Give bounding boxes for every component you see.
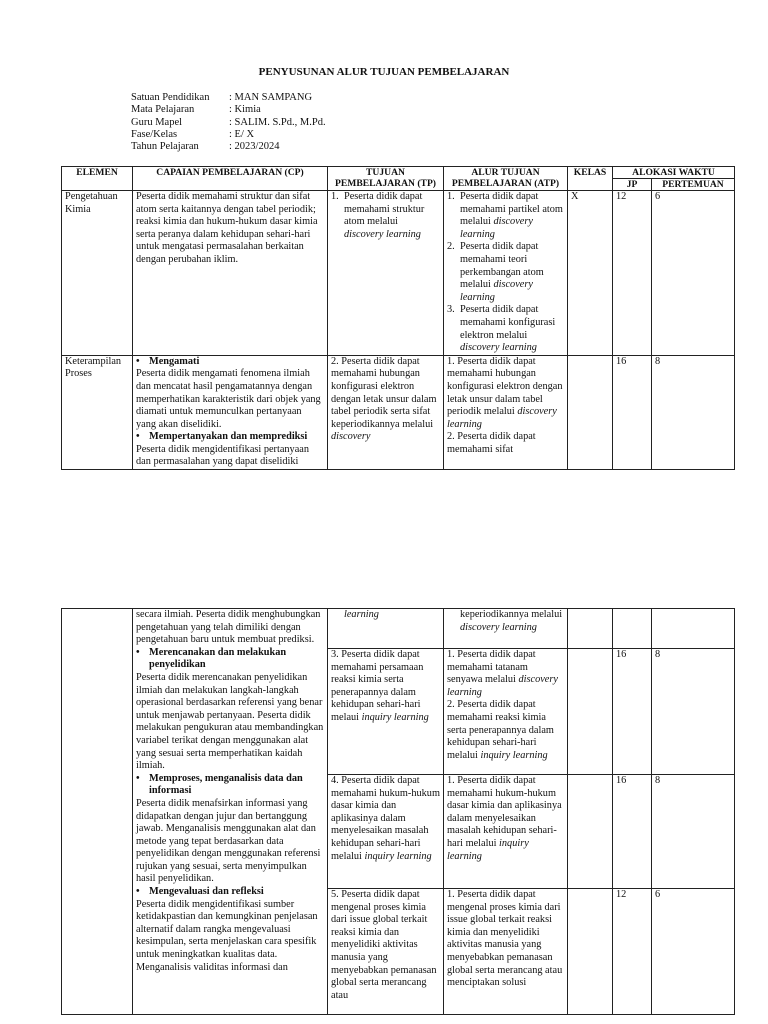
cell-atp — [444, 191, 568, 356]
header-jp: JP — [613, 179, 652, 191]
page-title: PENYUSUNAN ALUR TUJUAN PEMBELAJARAN — [258, 66, 510, 78]
cp-heading: Mengevaluasi dan refleksi — [149, 886, 264, 898]
list-item: 2. Peserta didik dapat memahami sifat — [447, 431, 536, 455]
cell-kelas — [568, 889, 613, 1015]
meta-label: Fase/Kelas — [131, 128, 178, 140]
table-row — [62, 609, 735, 649]
meta-value: : MAN SAMPANG — [229, 92, 313, 103]
cell-kelas — [568, 775, 613, 889]
list-item: 2. Peserta didik dapat memahami reaksi kimia serta penerapannya dalam kehidupan sehari-hari melalui inquiry learning — [447, 699, 554, 761]
cell-pertemuan: 6 — [652, 889, 735, 1015]
cell-jp: 12 — [613, 889, 652, 1015]
meta-label: Guru Mapel — [131, 116, 183, 128]
meta-label: Satuan Pendidikan — [131, 92, 210, 103]
cell-tp: 4. Peserta didik dapat memahami hukum-hukum dasar kimia dan aplikasinya dalam menyelesaikan masalah kehidupan sehari-hari melalui inquiry learning — [328, 775, 444, 889]
cell-pertemuan: 8 — [652, 775, 735, 889]
header-tp: TUJUAN PEMBELAJARAN (TP) — [328, 167, 444, 191]
cell-pertemuan: 6 — [652, 191, 735, 356]
cell-tp — [328, 191, 444, 356]
cell-cp: • Mengamati Peserta didik mengamati fenomena ilmiah dan mencatat hasil pengamatannya dengan memperhatikan karakteristik dari objek yang diamati untuk memunculkan pertanyaan yang akan diselidiki. • Mempertanyakan dan memprediksi Peserta didik mengidentifikasi pertanyaan dan permasalahan yang dapat diselidiki — [133, 355, 328, 469]
header-atp: ALUR TUJUAN PEMBELAJARAN (ATP) — [444, 167, 568, 191]
list-item: 1. Peserta didik dapat memahami tatanam senyawa melalui discovery learning — [447, 649, 558, 698]
cp-text: Peserta didik mengidentifikasi pertanyaan dan permasalahan yang dapat diselidiki — [136, 443, 309, 468]
cell-atp: 1. Peserta didik dapat memahami hukum-hukum dasar kimia dan aplikasinya dalam menyelesaikan masalah kehidupan sehari-hari melalui inquiry learning — [444, 775, 568, 889]
meta-value: : 2023/2024 — [229, 141, 280, 153]
cp-heading: Memproses, menganalisis data dan informasi — [149, 772, 303, 797]
header-row — [62, 167, 735, 179]
cell-pertemuan: 8 — [652, 355, 735, 469]
cell-kelas — [568, 609, 613, 649]
cell-elemen: Pengetahuan Kimia — [62, 191, 133, 356]
list-item: 2. Peserta didik dapat memahami teori perkembangan atom melalui discovery learning — [447, 241, 544, 303]
meta-value: : Kimia — [229, 104, 261, 116]
meta-value: : SALIM. S.Pd., M.Pd. — [229, 116, 326, 128]
cp-heading: Mengamati — [149, 355, 200, 367]
cell-atp: 1. Peserta didik dapat mengenal proses kimia dari issue global terkait reaksi kimia dan menyelidiki aktivitas manusia yang menyebabkan pemanasan global serta merancang atau menciptakan solusi — [444, 889, 568, 1015]
cp-heading: Merencanakan dan melakukan penyelidikan — [149, 646, 287, 671]
cell-kelas — [568, 649, 613, 775]
cp-text: secara ilmiah. Peserta didik menghubungkan pengetahuan yang telah dimiliki dengan pengetahuan baru untuk membuat prediksi. — [136, 609, 321, 646]
cp-text: rujukan yang sesuai, serta menyimpulkan hasil penyelidikan. — [136, 860, 307, 885]
cell-tp: learning — [328, 609, 444, 649]
meta-row — [131, 92, 326, 104]
cell-jp: 16 — [613, 355, 652, 469]
cell-atp: keperiodikannya melalui discovery learning — [444, 609, 568, 649]
meta-row — [131, 104, 326, 116]
cell-pertemuan: 8 — [652, 649, 735, 775]
cell-cp: Peserta didik memahami struktur dan sifat atom serta kaitannya dengan tabel periodik; reaksi kimia dan hukum-hukum dasar kimia serta peranya dalam kehidupan sehari-hari untuk mengatasi permasalahan berkaitan dengan perubahan iklim. — [133, 191, 328, 356]
cp-text: Peserta didik merencanakan penyelidikan ilmiah dan melakukan langkah-langkah operasional berdasarkan referensi yang benar untuk menjawab pertanyaan. Peserta didik melakukan pengukuran atau membandingkan variabel terikat dengan menggunakan alat yang sesuai serta memperhatikan kaidah ilmiah. — [136, 671, 324, 772]
header-elemen: ELEMEN — [62, 167, 133, 191]
meta-label: Tahun Pelajaran — [131, 141, 199, 153]
cell-jp: 12 — [613, 191, 652, 356]
list-item: 3. Peserta didik dapat memahami konfigurasi elektron melalui discovery learning — [447, 304, 556, 354]
cp-text: Peserta didik mengamati fenomena ilmiah dan mencatat hasil pengamatannya dengan memperhatikan karakteristik dari objek yang diamati untuk memunculkan pertanyaan yang akan diselidiki. — [136, 368, 321, 430]
cp-text: Peserta didik mengidentifikasi sumber ketidakpastian dan kemungkinan penjelasan alternatif dalam rangka mengevaluasi kesimpulan, serta menjelaskan cara spesifik untuk meningkatkan kualitas data. Menganalisis validitas informasi dan — [136, 898, 318, 973]
meta-row — [131, 117, 326, 129]
meta-row — [131, 129, 326, 141]
cell-jp: 16 — [613, 649, 652, 775]
cp-text: Peserta didik menafsirkan informasi yang didapatkan dengan jujur dan bertanggung jawab. Menganalisis menggunakan alat dan metode yang tepat berdasarkan data penyelidikan dengan menggunakan referensi — [136, 797, 321, 860]
list-item: 1. Peserta didik dapat memahami hubungan konfigurasi elektron dengan letak unsur dalam tabel periodik melalui discovery learning — [447, 355, 563, 430]
cell-pertemuan — [652, 609, 735, 649]
table-row — [62, 355, 735, 469]
meta-row — [131, 141, 326, 153]
tp-text: Peserta didik dapat memahami struktur atom melalui — [344, 191, 425, 228]
meta-label: Mata Pelajaran — [131, 104, 195, 116]
atp-table-page-2 — [61, 608, 735, 1015]
tp-method: discovery learning — [344, 228, 421, 240]
cell-tp: 3. Peserta didik dapat memahami persamaan reaksi kimia serta penerapannya dalam kehidupan sehari-hari melaui inquiry learning — [328, 649, 444, 775]
cell-atp — [444, 355, 568, 469]
header-pertemuan: PERTEMUAN — [652, 179, 735, 191]
cell-tp: 2. Peserta didik dapat memahami hubungan konfigurasi elektron dengan letak unsur dalam tabel periodik serta sifat keperiodikannya melalui discovery — [328, 355, 444, 469]
cell-elemen: Keterampilan Proses — [62, 355, 133, 469]
meta-value: : E/ X — [229, 128, 255, 140]
header-alokasi: ALOKASI WAKTU — [613, 167, 735, 179]
list-number: 1. — [331, 191, 339, 202]
header-kelas: KELAS — [568, 167, 613, 191]
cell-elemen — [62, 609, 133, 1015]
cell-jp: 16 — [613, 775, 652, 889]
cell-cp: secara ilmiah. Peserta didik menghubungkan pengetahuan yang telah dimiliki dengan pengetahuan baru untuk membuat prediksi. • Merencanakan dan melakukan penyelidikan Peserta didik merencanakan penyelidikan ilmiah dan melakukan langkah-langkah operasional berdasarkan referensi yang benar untuk menjawab pertanyaan. Peserta didik melakukan pengukuran atau membandingkan variabel terikat dengan menggunakan alat yang sesuai serta memperhatikan kaidah ilmiah. • Memproses, menganalisis data dan informasi Peserta didik menafsirkan informasi yang didapatkan dengan jujur dan bertanggung jawab. Menganalisis menggunakan alat dan metode yang tepat berdasarkan data penyelidikan dengan menggunakan referensi rujukan yang sesuai, serta menyimpulkan hasil penyelidikan. • Mengevaluasi dan refleksi Peserta didik mengidentifikasi sumber ketidakpastian dan kemungkinan penjelasan alternatif dalam rangka mengevaluasi kesimpulan, serta menjelaskan cara spesifik untuk meningkatkan kualitas data. Menganalisis validitas informasi dan — [133, 609, 328, 1015]
list-item: 1. Peserta didik dapat memahami partikel atom melalui discovery learning — [447, 191, 563, 240]
table-row — [62, 191, 735, 356]
header-cp: CAPAIAN PEMBELAJARAN (CP) — [133, 167, 328, 191]
cell-atp — [444, 649, 568, 775]
cell-jp — [613, 609, 652, 649]
atp-table-page-1 — [61, 166, 735, 470]
cp-heading: Mempertanyakan dan memprediksi — [149, 431, 308, 443]
cell-kelas: X — [568, 191, 613, 356]
cell-kelas — [568, 355, 613, 469]
cell-tp: 5. Peserta didik dapat mengenal proses kimia dari issue global terkait reaksi kimia dan menyelidiki aktivitas manusia yang menyebabkan pemanasan global serta merancang atau — [328, 889, 444, 1015]
document-meta — [131, 92, 326, 153]
